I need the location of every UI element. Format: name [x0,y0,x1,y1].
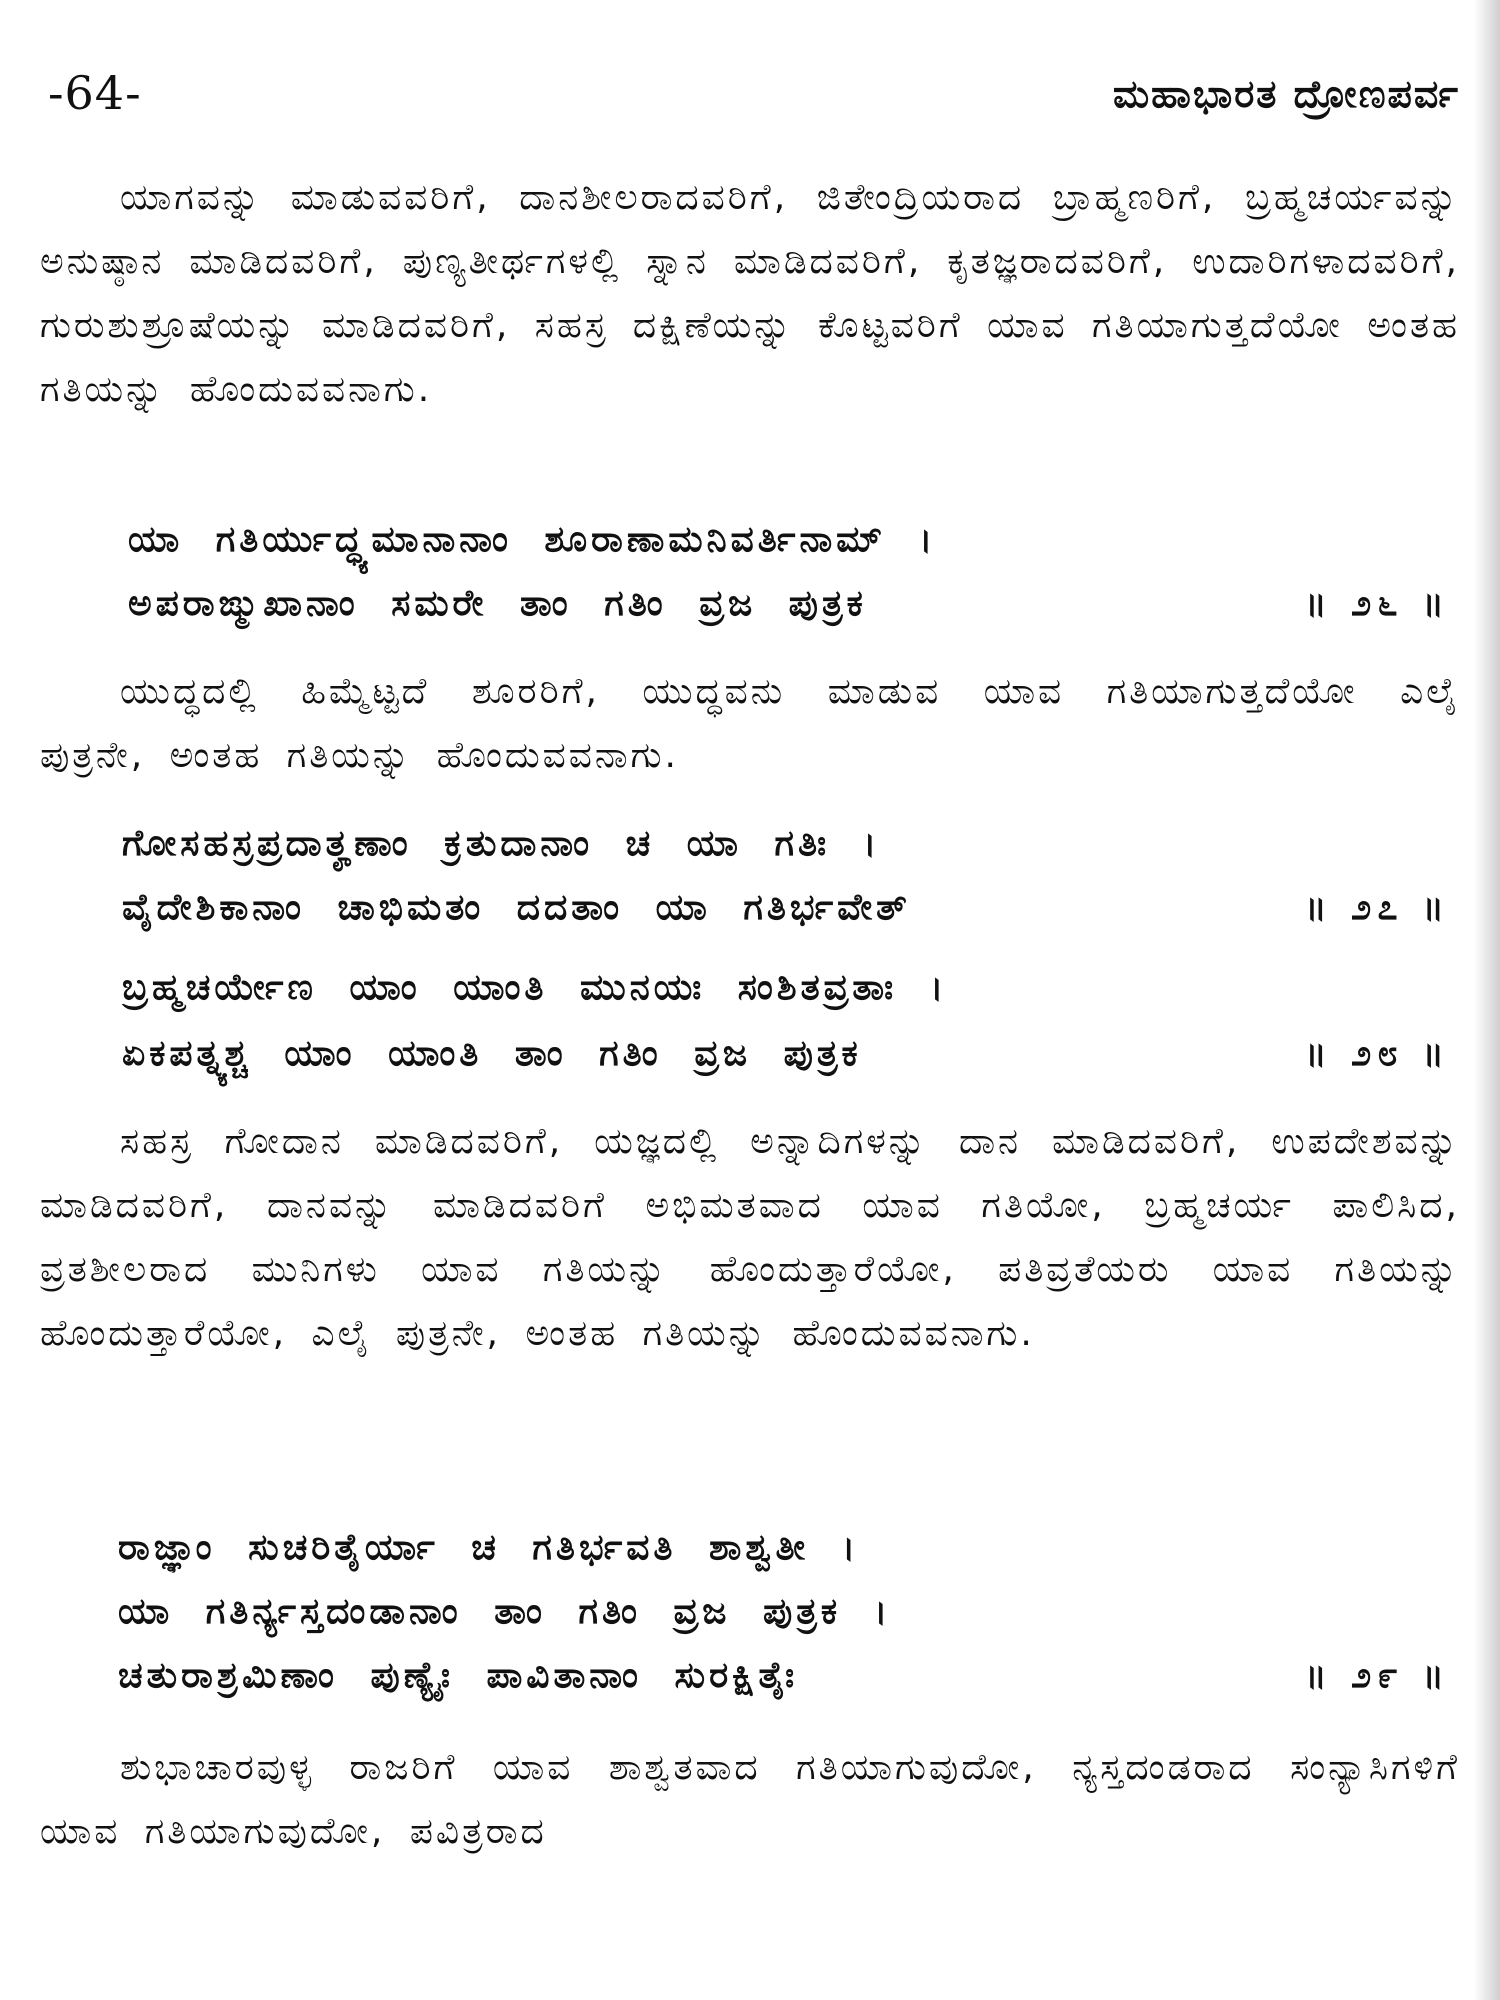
verse-26-line-2: ಅಪರಾಙ್ಮುಖಾನಾಂ ಸಮರೇ ತಾಂ ಗತಿಂ ವ್ರಜ ಪುತ್ರಕ [128,583,867,624]
verse-28-line-1: ಬ್ರಹ್ಮಚರ್ಯೇಣ ಯಾಂ ಯಾಂತಿ ಮುನಯಃ ಸಂಶಿತವ್ರತಾಃ । [122,967,948,1008]
page-edge-shadow [1474,0,1500,2000]
verse-28-line-2: ಏಕಪತ್ನ್ಯಶ್ಚ ಯಾಂ ಯಾಂತಿ ತಾಂ ಗತಿಂ ವ್ರಜ ಪುತ್ರಕ [122,1033,862,1074]
paragraph-4: ಶುಭಾಚಾರವುಳ್ಳ ರಾಜರಿಗೆ ಯಾವ ಶಾಶ್ವತವಾದ ಗತಿಯಾಗುವುದೋ, ನ್ಯಸ್ತದಂಡರಾದ ಸಂನ್ಯಾಸಿಗಳಿಗೆ ಯಾವ ಗತಿಯಾಗುವುದೋ, ಪವಿತ್ರರಾದ [40,1747,1460,1852]
verse-27-line-2: ವೈದೇಶಿಕಾನಾಂ ಚಾಭಿಮತಂ ದದತಾಂ ಯಾ ಗತಿರ್ಭವೇತ್ [122,887,911,928]
verse-27-line-1: ಗೋಸಹಸ್ರಪ್ರದಾತೄಣಾಂ ಕ್ರತುದಾನಾಂ ಚ ಯಾ ಗತಿಃ । [122,823,881,864]
verse-26-line-1: ಯಾ ಗತಿರ್ಯುದ್ಧ್ಯಮಾನಾನಾಂ ಶೂರಾಣಾಮನಿವರ್ತಿನಾಮ್ । [128,519,937,560]
verse-number-29: ॥ ೨೯ ॥ [1304,1655,1450,1696]
verse-number-27: ॥ ೨೭ ॥ [1304,887,1450,928]
verse-29-line-2: ಯಾ ಗತಿರ್ನ್ಯಸ್ತದಂಡಾನಾಂ ತಾಂ ಗತಿಂ ವ್ರಜ ಪುತ್ರಕ । [118,1591,892,1632]
book-page [40,0,1460,2000]
verse-29-line-1: ರಾಜ್ಞಾಂ ಸುಚರಿತೈರ್ಯಾ ಚ ಗತಿರ್ಭವತಿ ಶಾಶ್ವತೀ । [118,1527,860,1568]
running-title: ಮಹಾಭಾರತ ದ್ರೋಣಪರ್ವ [1112,72,1460,116]
verse-number-28: ॥ ೨೮ ॥ [1304,1033,1450,1074]
verse-number-26: ॥ ೨೬ ॥ [1304,583,1450,624]
page-number: -64- [48,66,142,120]
paragraph-2: ಯುದ್ಧದಲ್ಲಿ ಹಿಮ್ಮೆಟ್ಟದೆ ಶೂರರಿಗೆ, ಯುದ್ಧವನು ಮಾಡುವ ಯಾವ ಗತಿಯಾಗುತ್ತದೆಯೋ ಎಲೈ ಪುತ್ರನೇ, ಅಂತಹ ಗತಿಯನ್ನು ಹೊಂದುವವನಾಗು. [40,671,1460,776]
paragraph-3: ಸಹಸ್ರ ಗೋದಾನ ಮಾಡಿದವರಿಗೆ, ಯಜ್ಞದಲ್ಲಿ ಅನ್ನಾದಿಗಳನ್ನು ದಾನ ಮಾಡಿದವರಿಗೆ, ಉಪದೇಶವನ್ನು ಮಾಡಿದವರಿಗೆ, ದಾನವನ್ನು ಮಾಡಿದವರಿಗೆ ಅಭಿಮತವಾದ ಯಾವ ಗತಿಯೋ, ಬ್ರಹ್ಮಚರ್ಯ ಪಾಲಿಸಿದ, ವ್ರತಶೀಲರಾದ ಮುನಿಗಳು ಯಾವ ಗತಿಯನ್ನು ಹೊಂದುತ್ತಾರೆಯೋ, ಪತಿವ್ರತೆಯರು ಯಾವ ಗತಿಯನ್ನು ಹೊಂದುತ್ತಾರೆಯೋ, ಎಲೈ ಪುತ್ರನೇ, ಅಂತಹ ಗತಿಯನ್ನು ಹೊಂದುವವನಾಗು. [40,1121,1460,1354]
paragraph-1: ಯಾಗವನ್ನು ಮಾಡುವವರಿಗೆ, ದಾನಶೀಲರಾದವರಿಗೆ, ಜಿತೇಂದ್ರಿಯರಾದ ಬ್ರಾಹ್ಮಣರಿಗೆ, ಬ್ರಹ್ಮಚರ್ಯವನ್ನು ಅನುಷ್ಠಾನ ಮಾಡಿದವರಿಗೆ, ಪುಣ್ಯತೀರ್ಥಗಳಲ್ಲಿ ಸ್ನಾನ ಮಾಡಿದವರಿಗೆ, ಕೃತಜ್ಞರಾದವರಿಗೆ, ಉದಾರಿಗಳಾದವರಿಗೆ, ಗುರುಶುಶ್ರೂಷೆಯನ್ನು ಮಾಡಿದವರಿಗೆ, ಸಹಸ್ರ ದಕ್ಷಿಣೆಯನ್ನು ಕೊಟ್ಟವರಿಗೆ ಯಾವ ಗತಿಯಾಗುತ್ತದೆಯೋ ಅಂತಹ ಗತಿಯನ್ನು ಹೊಂದುವವನಾಗು. [40,177,1460,410]
verse-29-line-3: ಚತುರಾಶ್ರಮಿಣಾಂ ಪುಣ್ಯೈಃ ಪಾವಿತಾನಾಂ ಸುರಕ್ಷಿತೈಃ [118,1655,799,1696]
